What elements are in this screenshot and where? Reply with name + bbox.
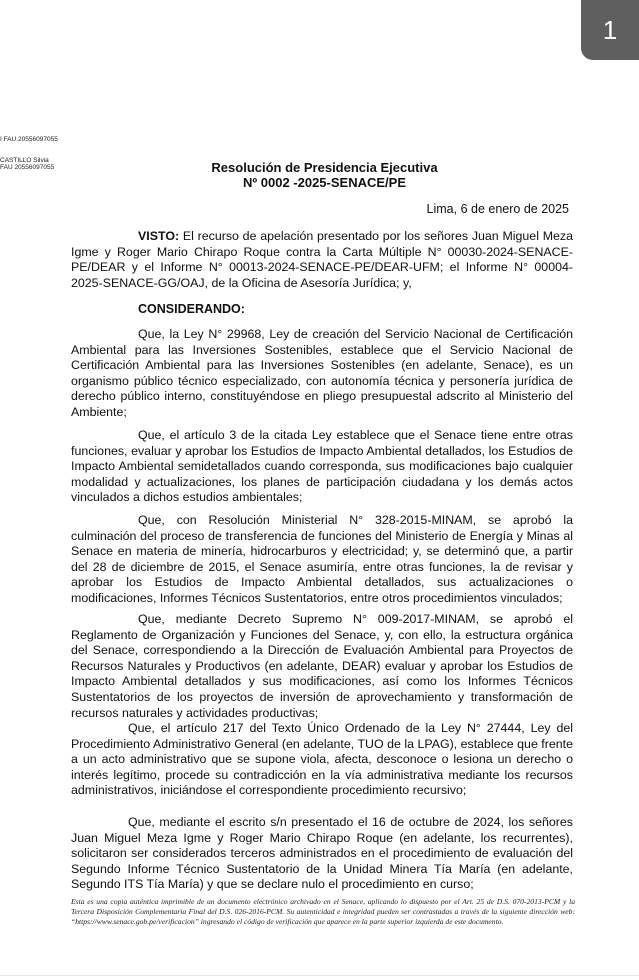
page-number-badge: 1 [581, 0, 639, 60]
visto-text: El recurso de apelación presentado por los señores Juan Miguel Meza Igme y Roger Mario Chirapo Roque contra la Carta Múltiple N° 00030-2024-SENACE-PE/DEAR y el Informe N° 00013-2024-SENACE-PE/DEAR-UFM; el Informe N° 00004-2025-SENACE-GG/OAJ, de la Oficina de Asesoría Jurídica; y, [71, 229, 573, 290]
bottom-divider [0, 975, 639, 976]
paragraph: Que, con Resolución Ministerial N° 328-2015-MINAM, se aprobó la culminación del proceso de transferencia de funciones del Ministerio de Energía y Minas al Senace en materia de minería, hidrocarburos y electricidad; y, se determinó que, a partir del 28 de diciembre de 2015, el Senace asumiría, entre otras funciones, la de revisar y aprobar los Estudios de Impacto Ambiental detallados, sus actualizaciones o modificaciones, Informes Técnicos Sustentatorios, entre otros procedimientos vinculados; [71, 513, 573, 605]
digital-signature-stamp-top [0, 136, 58, 143]
document-number: Nº 0002 -2025-SENACE/PE [243, 175, 406, 190]
stamp-line: FAU 20556097055 [0, 164, 55, 171]
considerando-heading: CONSIDERANDO: [138, 302, 245, 316]
stamp-line: CASTILLO Silvia [0, 157, 49, 164]
visto-paragraph [71, 229, 573, 291]
paragraph: Que, el artículo 217 del Texto Único Ordenado de la Ley N° 27444, Ley del Procedimiento Administrativo General (en adelante, TUO de la LPAG), establece que frente a un acto administrativo que se supone viola, afecta, desconoce o lesiona un derecho o interés legítimo, procede su contradicción en la vía administrativa mediante los recursos administrativos, iniciándose el correspondiente procedimiento recursivo; [71, 721, 573, 798]
document-date: Lima, 6 de enero de 2025 [426, 202, 569, 216]
paragraph: Que, mediante Decreto Supremo N° 009-2017-MINAM, se aprobó el Reglamento de Organización y Funciones del Senace, y, con ello, la estructura orgánica del Senace, correspondiendo a la Dirección de Evaluación Ambiental para Proyectos de Recursos Naturales y Productivos (en adelante, DEAR) evaluar y aprobar los Estudios de Impacto Ambiental detallados y sus modificaciones, así como los Informes Técnicos Sustentatorios de los proyectos de inversión de aprovechamiento y transformación de recursos naturales y actividades productivas; [71, 612, 573, 720]
paragraph: Que, el artículo 3 de la citada Ley establece que el Senace tiene entre otras funciones, evaluar y aprobar los Estudios de Impacto Ambiental detallados, los Estudios de Impacto Ambiental semidetallados cuando corresponda, sus modificaciones bajo cualquier modalidad y actualizaciones, los planes de participación ciudadana y los demás actos vinculados a dichos estudios ambientales; [71, 428, 573, 505]
authenticity-footer: Esta es una copia auténtica imprimible de un documento electrónico archivado en el Senace, aplicando lo dispuesto por el Art. 25 de D.S. 070-2013-PCM y la Tercera Disposición Complementaria Final del D.S. 026-2016-PCM. Su autenticidad e integridad pueden ser contrastadas a través de la siguiente dirección web: “https://www.senace.gob.pe/verificacion” ingresando el código de verificación que aparece en la parte superior izquierda de este documento. [71, 897, 575, 926]
stamp-line: I FAU 20556097055 [0, 136, 58, 143]
paragraph: Que, la Ley N° 29968, Ley de creación del Servicio Nacional de Certificación Ambiental para las Inversiones Sostenibles, establece que el Servicio Nacional de Certificación Ambiental para las Inversiones Sostenibles (en adelante, Senace), es un organismo público técnico especializado, con autonomía técnica y personería jurídica de derecho público interno, constituyéndose en pliego presupuestal adscrito al Ministerio del Ambiente; [71, 327, 573, 419]
visto-label: VISTO: [138, 229, 180, 243]
document-title: Resolución de Presidencia Ejecutiva [211, 160, 438, 175]
paragraph: Que, mediante el escrito s/n presentado el 16 de octubre de 2024, los señores Juan Miguel Meza Igme y Roger Mario Chirapo Roque (en adelante, los recurrentes), solicitaron ser considerados terceros administrados en el procedimiento de evaluación del Segundo Informe Técnico Sustentatorio de la Unidad Minera Tía María (en adelante, Segundo ITS Tía María) y que se declare nulo el procedimiento en curso; [71, 815, 573, 892]
